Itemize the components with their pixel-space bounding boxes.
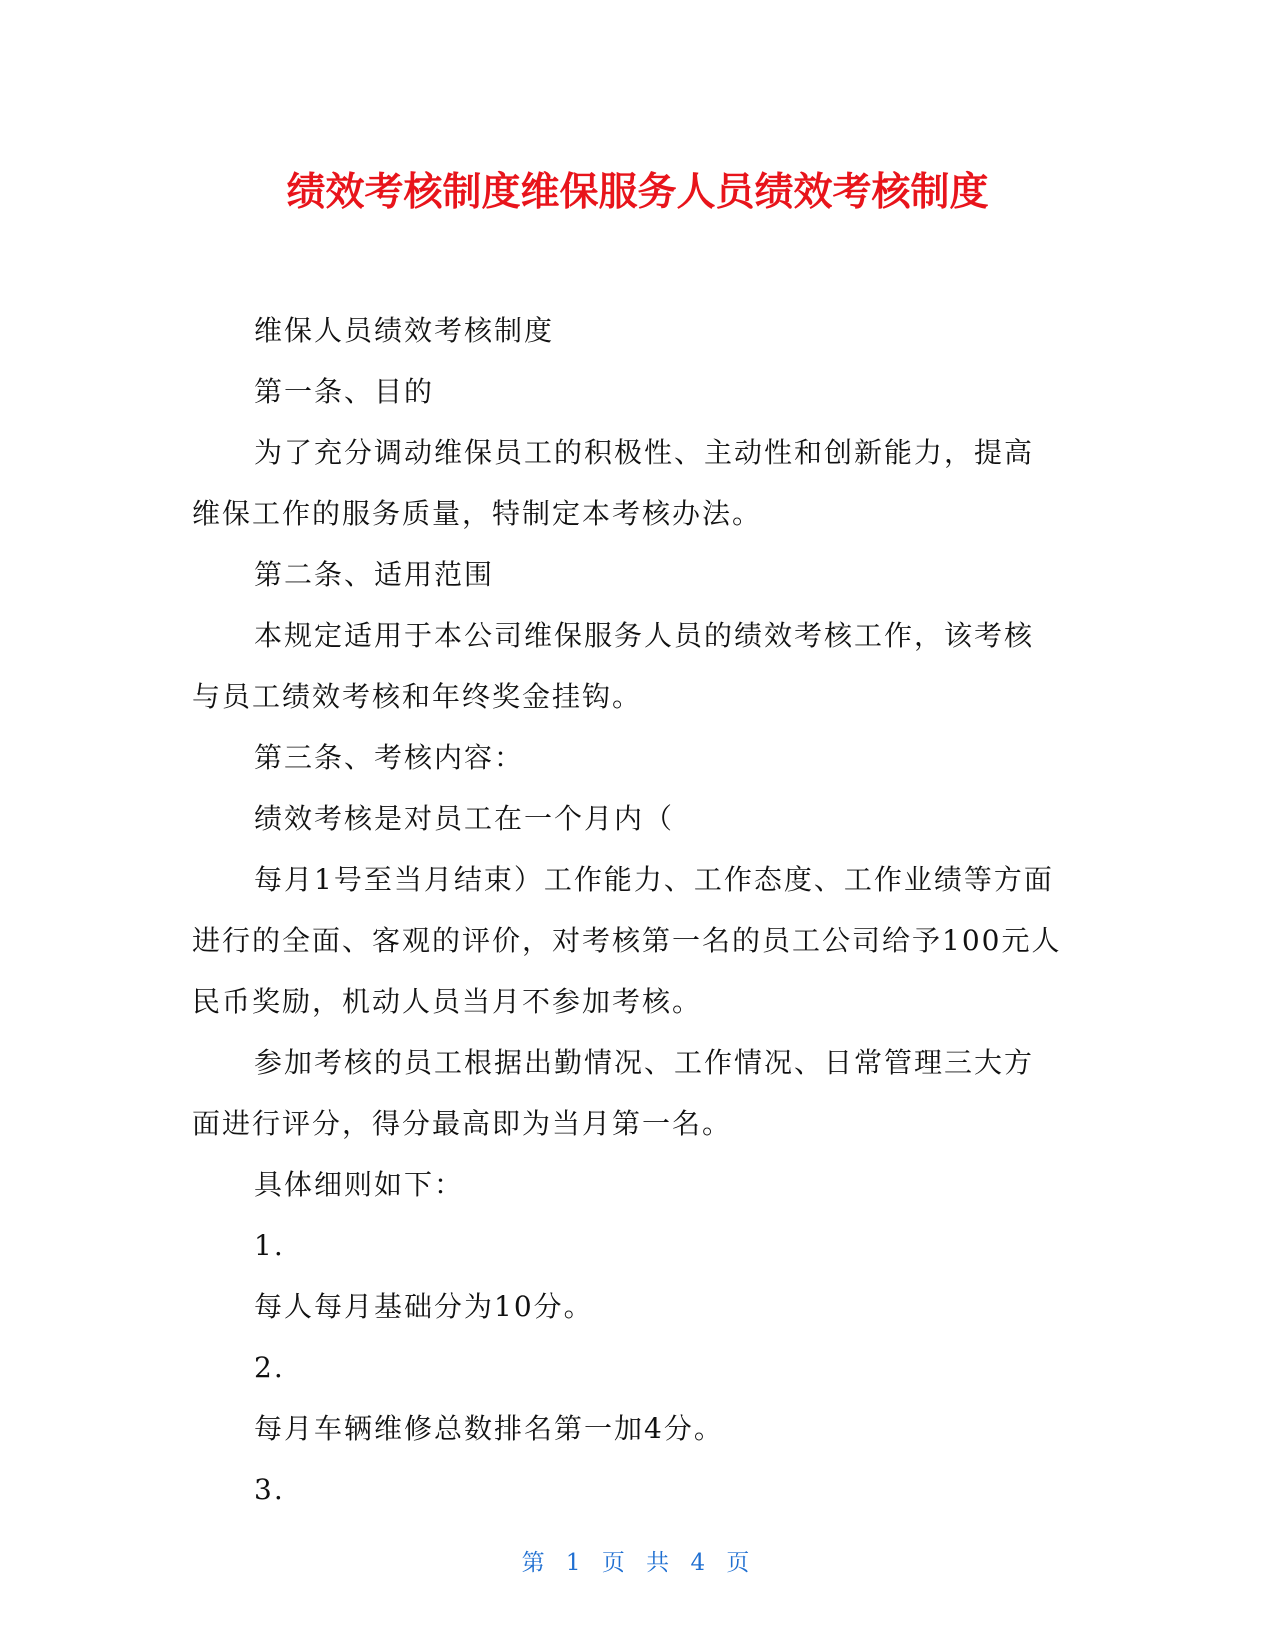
paragraph-line: 本规定适用于本公司维保服务人员的绩效考核工作，该考核 [254, 619, 1035, 652]
list-number: 2. [254, 1351, 285, 1384]
paragraph-line: 为了充分调动维保员工的积极性、主动性和创新能力，提高 [254, 436, 1035, 469]
section-heading: 第三条、考核内容： [254, 741, 525, 774]
paragraph-line: 维保工作的服务质量，特制定本考核办法。 [192, 497, 763, 530]
list-item: 每人每月基础分为10分。 [254, 1290, 594, 1323]
document-title: 绩效考核制度维保服务人员绩效考核制度 [286, 170, 989, 215]
paragraph-line: 参加考核的员工根据出勤情况、工作情况、日常管理三大方 [254, 1046, 1035, 1079]
paragraph-line: 与员工绩效考核和年终奖金挂钩。 [192, 680, 643, 713]
paragraph-line: 每月1号至当月结束）工作能力、工作态度、工作业绩等方面 [254, 863, 1054, 896]
paragraph-line: 具体细则如下： [254, 1168, 465, 1201]
paragraph-line: 维保人员绩效考核制度 [254, 314, 555, 347]
paragraph-line: 绩效考核是对员工在一个月内（ [254, 802, 675, 835]
document-body [192, 300, 1072, 1520]
paragraph-line: 民币奖励，机动人员当月不参加考核。 [192, 985, 703, 1018]
paragraph-line: 进行的全面、客观的评价，对考核第一名的员工公司给予100元人 [192, 924, 1062, 957]
section-heading: 第一条、目的 [254, 375, 435, 408]
list-number: 1. [254, 1229, 285, 1262]
list-number: 3. [254, 1473, 285, 1506]
section-heading: 第二条、适用范围 [254, 558, 495, 591]
page-number-footer: 第 1 页 共 4 页 [521, 1550, 754, 1576]
paragraph-line: 面进行评分，得分最高即为当月第一名。 [192, 1107, 733, 1140]
list-item: 每月车辆维修总数排名第一加4分。 [254, 1412, 724, 1445]
